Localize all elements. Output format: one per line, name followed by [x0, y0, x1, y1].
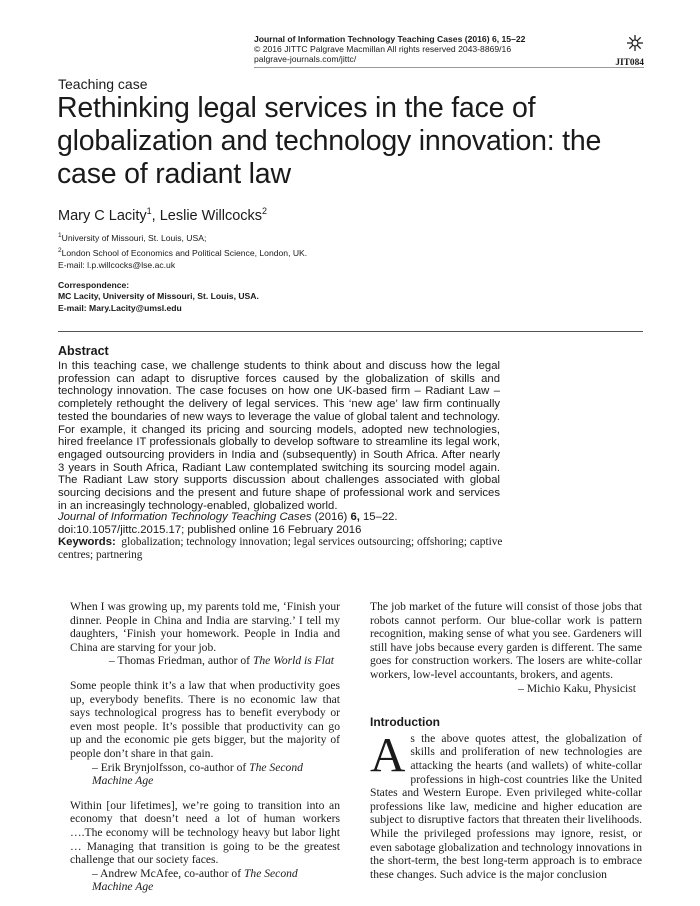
epigraph-quote: [70, 600, 340, 668]
author-name: , Leslie Willcocks: [151, 207, 263, 224]
quote-text: Some people think it’s a law that when productivity goes up, everybody benefits. There is no economic law that says technological progress has to benefit everybody or even most people. It’s possible that productivity can go up and the economic pie gets bigger, but the majority of people don’t share in that gain.: [70, 678, 340, 760]
epigraph-quote: [370, 600, 642, 695]
quote-attribution: – Erik Brynjolfsson, co-author of The Second Machine Age: [92, 760, 303, 788]
affiliation-marker: 2: [58, 246, 62, 254]
article-title: Rethinking legal services in the face of globalization and technology innovation: the case of radiant law: [57, 92, 602, 190]
journal-url[interactable]: palgrave-journals.com/jittc/: [254, 54, 357, 65]
contact-email[interactable]: E-mail: l.p.willcocks@lse.ac.uk: [58, 260, 176, 271]
copyright-line: © 2016 JITTC Palgrave Macmillan All rights reserved 2043-8869/16: [254, 44, 512, 55]
keywords-label: Keywords:: [58, 536, 116, 548]
header-divider: [254, 67, 644, 68]
introduction-paragraph: As the above quotes attest, the globalization of skills and proliferation of new technologies are attacking the hearts (and wallets) of white-collar professions in high-cost countries like the United States and Western Europe. Even privileged white-collar professions like law, medicine and higher education are subject to disruptive factors that threaten their livelihoods. While the privileged professions may ignore, resist, or even sabotage globalization and technology innovations in the short-term, the best long-term approach is to embrace these changes. Such advice is the major conclusion: [370, 726, 642, 881]
quote-text: When I was growing up, my parents told me, ‘Finish your dinner. People in China and India are starving.’ I tell my daughters, ‘Finish your homework. People in India and China are starving for your job.: [70, 600, 340, 654]
keywords: [58, 536, 508, 562]
journal-citation: Journal of Information Technology Teaching Cases (2016) 6, 15–22: [254, 34, 526, 44]
quote-attribution: – Thomas Friedman, author of The World is Flat: [108, 654, 334, 668]
journal-header: [254, 34, 634, 65]
epigraph-quote: [70, 679, 340, 788]
article-type-label: Teaching case: [58, 76, 148, 92]
affiliations: [58, 230, 307, 272]
article-code: JIT084: [615, 58, 644, 68]
quote-text: Within [our lifetimes], we’re going to transition into an economy that doesn’t need a lot of human workers ….The economy will be technology heavy but labor light … Managing that transition is going to be the greatest challenge that our society faces.: [70, 798, 340, 867]
author-name: Mary C Lacity: [58, 207, 147, 224]
abstract-divider: [58, 331, 643, 332]
abstract-text: In this teaching case, we challenge students to think about and discuss how the legal profession can adapt to disruptive forces caused by the globalization of skills and technology innovation. The case focuses on how one UK-based firm – Radiant Law – completely rethought the delivery of legal services. This ‘new age’ law firm continually tested the boundaries of new ways to leverage the value of global talent and technology. For example, it changed its pricing and sourcing models, adopted new technologies, hired freelance IT professionals globally to develop software to streamline its legal work, engaged outsourcing providers in India and (subsequently) in South Africa. After nearly 3 years in South Africa, Radiant Law contemplated switching its sourcing model again. The Radiant Law story supports discussion about challenges associated with global sourcing decisions and the present and future shape of professional work and services in an increasingly technology-enabled, globalized world.: [58, 360, 500, 512]
correspondence-label: Correspondence:: [58, 280, 130, 290]
affiliation-line: $^2$London School of Economics and Political Science, London, UK.: [58, 246, 308, 258]
drop-cap: A: [370, 726, 406, 782]
left-column: [70, 600, 340, 905]
publisher-logo-icon: [626, 34, 644, 52]
citation-journal: Journal of Information Technology Teaching Cases: [58, 511, 312, 523]
abstract-heading: Abstract: [58, 344, 109, 358]
citation: Journal of Information Technology Teaching Cases (2016) 6, 15–22. doi:10.1057/jittc.2015.17; published online 16 February 2016: [58, 511, 398, 536]
affiliation-line: $^1$University of Missouri, St. Louis, USA;: [58, 232, 207, 243]
citation-doi: 15–22. doi:10.1057/jittc.2015.17; published online 16 February 2016: [58, 511, 398, 536]
quote-attribution: – Michio Kaku, Physicist: [518, 681, 636, 695]
section-heading-introduction: Introduction: [370, 715, 440, 730]
quote-text: The job market of the future will consist of those jobs that robots cannot perform. Our blue-collar work is pattern recognition, making sense of what you see. Gardeners will still have jobs because every garden is different. The same goes for construction workers. The losers are white-collar workers, low-level accountants, brokers, and agents.: [370, 600, 642, 681]
author-list: [58, 206, 267, 224]
correspondence-name: MC Lacity, University of Missouri, St. Louis, USA.: [58, 291, 259, 302]
affiliation-marker: 2: [262, 206, 268, 216]
correspondence: [58, 280, 259, 314]
quote-attribution: – Andrew McAfee, co-author of The Second Machine Age: [92, 866, 298, 894]
keywords-list: globalization; technology innovation; legal services outsourcing; offshoring; captive centres; partnering: [58, 536, 503, 561]
right-column: [370, 600, 642, 881]
epigraph-quote: [70, 799, 340, 894]
affiliation-marker: 1: [58, 232, 62, 239]
correspondence-email[interactable]: E-mail: Mary.Lacity@umsl.edu: [58, 302, 182, 313]
citation-volume: 6,: [350, 511, 360, 523]
affiliation-marker: 1: [146, 206, 152, 216]
